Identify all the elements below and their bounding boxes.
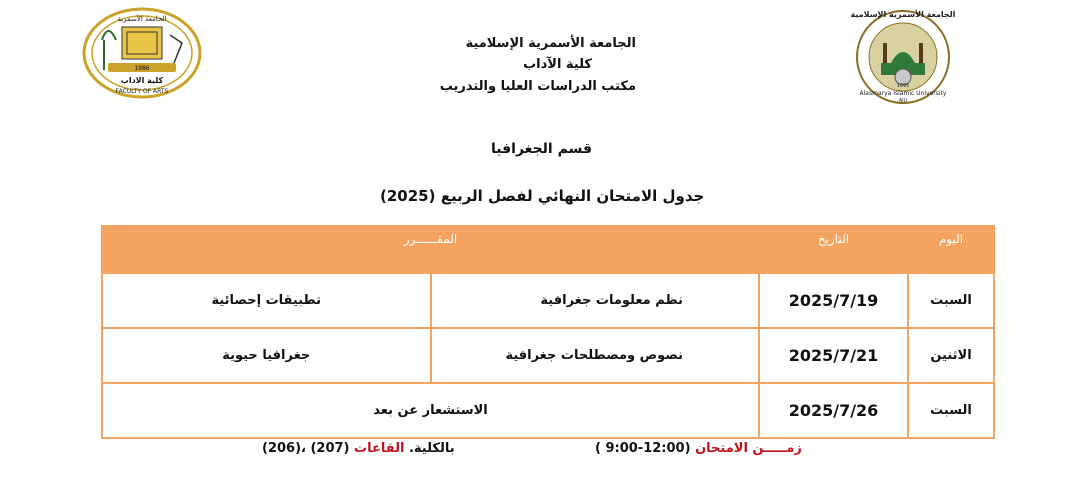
table-row [102, 328, 994, 383]
exam-time-value: ( 9:00-12:00) [595, 441, 691, 456]
course-cell-2: تطبيقات إحصائية [102, 273, 431, 328]
date-cell: 2025/7/26 [759, 383, 908, 438]
svg-text:الجامعة الأسمرية: الجامعة الأسمرية [117, 15, 167, 23]
date-cell: 2025/7/19 [759, 273, 908, 328]
exam-time [595, 441, 802, 456]
office-name: مكتب الدراسات العليا والتدريب [439, 79, 636, 94]
header-date: التاريخ [759, 226, 908, 273]
date-cell: 2025/7/21 [759, 328, 908, 383]
svg-text:FACULTY OF ARTS: FACULTY OF ARTS [115, 88, 169, 95]
exam-rooms-label: القاعات [354, 441, 405, 456]
university-logo [833, 5, 973, 105]
table-row [102, 273, 994, 328]
table-row [102, 383, 994, 438]
day-cell: الاثنين [908, 328, 994, 383]
svg-text:1986: 1986 [134, 65, 150, 72]
svg-text:AIU: AIU [898, 98, 908, 104]
schedule-title [380, 187, 704, 205]
exam-schedule-table [101, 225, 995, 439]
department-title: قسم الجغرافيا [491, 141, 592, 157]
course-cell-1: نظم معلومات جغرافية [431, 273, 760, 328]
svg-text:Alasmarya Islamic University: Alasmarya Islamic University [859, 90, 947, 97]
exam-rooms-value: (206)، (207) بالكلية. [262, 441, 455, 456]
course-cell-1: نصوص ومصطلحات جغرافية [431, 328, 760, 383]
svg-text:كلية الاداب: كلية الاداب [120, 76, 164, 85]
table-header-row [102, 226, 994, 273]
day-cell: السبت [908, 383, 994, 438]
faculty-name: كلية الآداب [523, 57, 592, 72]
course-cell-2: جغرافيا حيوية [102, 328, 431, 383]
svg-text:1995: 1995 [896, 83, 910, 89]
schedule-title-text: جدول الامتحان النهائي لفصل الربيع [440, 187, 705, 205]
header-course: المقــــــرر [102, 226, 759, 273]
faculty-of-arts-logo [80, 5, 205, 100]
svg-text:الجامعة الأسمرية الإسلامية: الجامعة الأسمرية الإسلامية [850, 10, 956, 19]
exam-rooms [262, 441, 455, 456]
university-name: الجامعة الأسمرية الإسلامية [465, 36, 636, 51]
exam-time-label: زمـــــن الامتحان [695, 441, 802, 456]
header-day: اليوم [908, 226, 994, 273]
day-cell: السبت [908, 273, 994, 328]
schedule-year: (2025) [380, 187, 436, 205]
course-cell-1: الاستشعار عن بعد [102, 383, 759, 438]
